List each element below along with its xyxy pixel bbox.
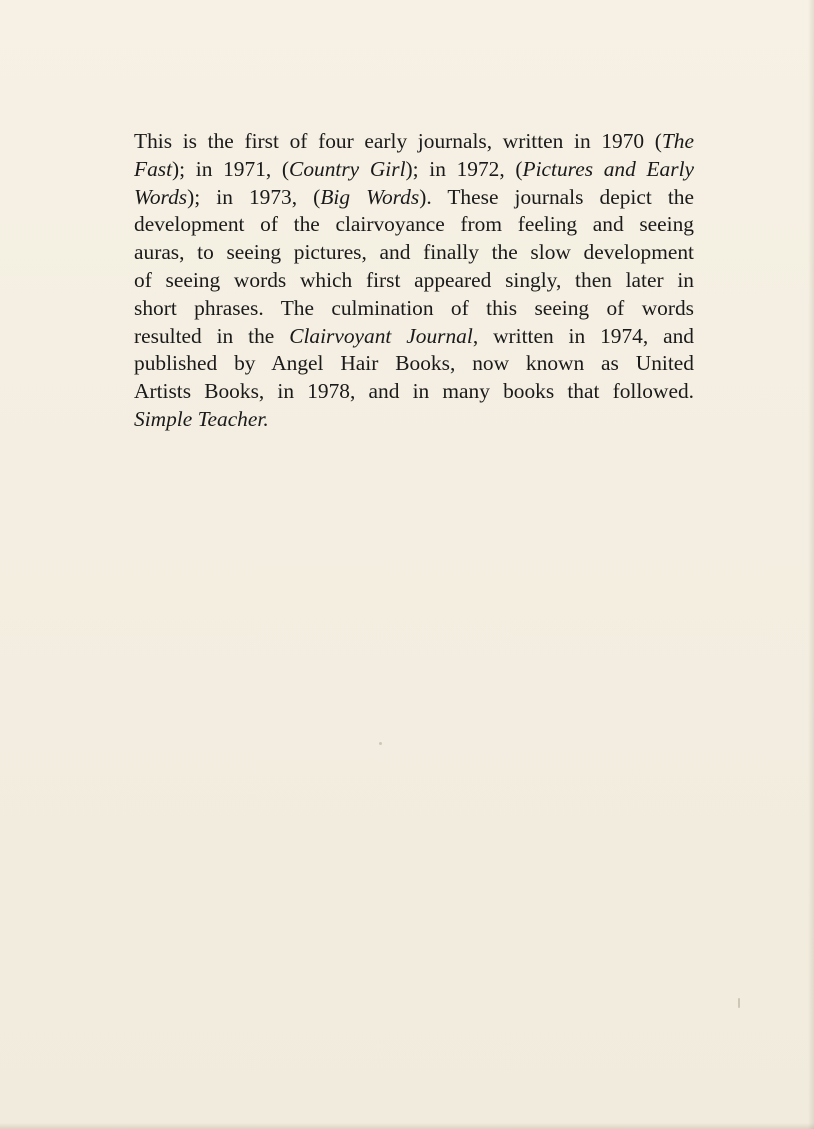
text-span: This is the first of four early journals, written in 1970 ( bbox=[134, 129, 662, 153]
paragraph-line-9: published by Angel Hair Books, now known as United bbox=[134, 351, 694, 376]
title-pictures-and-early-words-part2: Words bbox=[134, 184, 188, 209]
title-big-words: Big Words bbox=[320, 184, 420, 209]
paragraph-line-1 bbox=[134, 128, 694, 156]
title-pictures-and-early-words-part1: Pictures and Early bbox=[522, 156, 695, 181]
paragraph-line-2 bbox=[134, 156, 694, 184]
text-span: resulted in the bbox=[134, 323, 290, 348]
page-edge-right bbox=[808, 0, 814, 1129]
title-the-fast-part1: The bbox=[661, 129, 694, 153]
title-simple-teacher: Simple Teacher. bbox=[134, 406, 269, 431]
text-span: ); in 1972, ( bbox=[405, 156, 523, 181]
paper-speck bbox=[379, 742, 382, 745]
paper-speck bbox=[738, 998, 740, 1008]
paragraph-line-4: development of the clairvoyance from feeling and seeing bbox=[134, 212, 694, 237]
text-span: , written in 1974, and bbox=[472, 323, 695, 348]
introduction-paragraph bbox=[134, 128, 694, 434]
paragraph-line-7: short phrases. The culmination of this seeing of words bbox=[134, 295, 694, 320]
paragraph-line-3 bbox=[134, 184, 694, 212]
paragraph-line-10: Artists Books, in 1978, and in many books that followed. bbox=[134, 379, 694, 404]
page-edge-bottom bbox=[0, 1123, 814, 1129]
text-span: ); in 1971, ( bbox=[172, 156, 290, 181]
paragraph-line-8 bbox=[134, 323, 694, 351]
title-the-fast-part2: Fast bbox=[134, 156, 173, 181]
text-span: ). These journals depict the bbox=[419, 184, 694, 209]
title-clairvoyant-journal: Clairvoyant Journal bbox=[289, 323, 473, 348]
text-span: ); in 1973, ( bbox=[187, 184, 321, 209]
title-country-girl: Country Girl bbox=[289, 156, 406, 181]
paragraph-line-5: auras, to seeing pictures, and finally the slow development bbox=[134, 240, 694, 265]
paragraph-line-6: of seeing words which first appeared singly, then later in bbox=[134, 267, 694, 292]
paragraph-line-11 bbox=[134, 406, 694, 434]
